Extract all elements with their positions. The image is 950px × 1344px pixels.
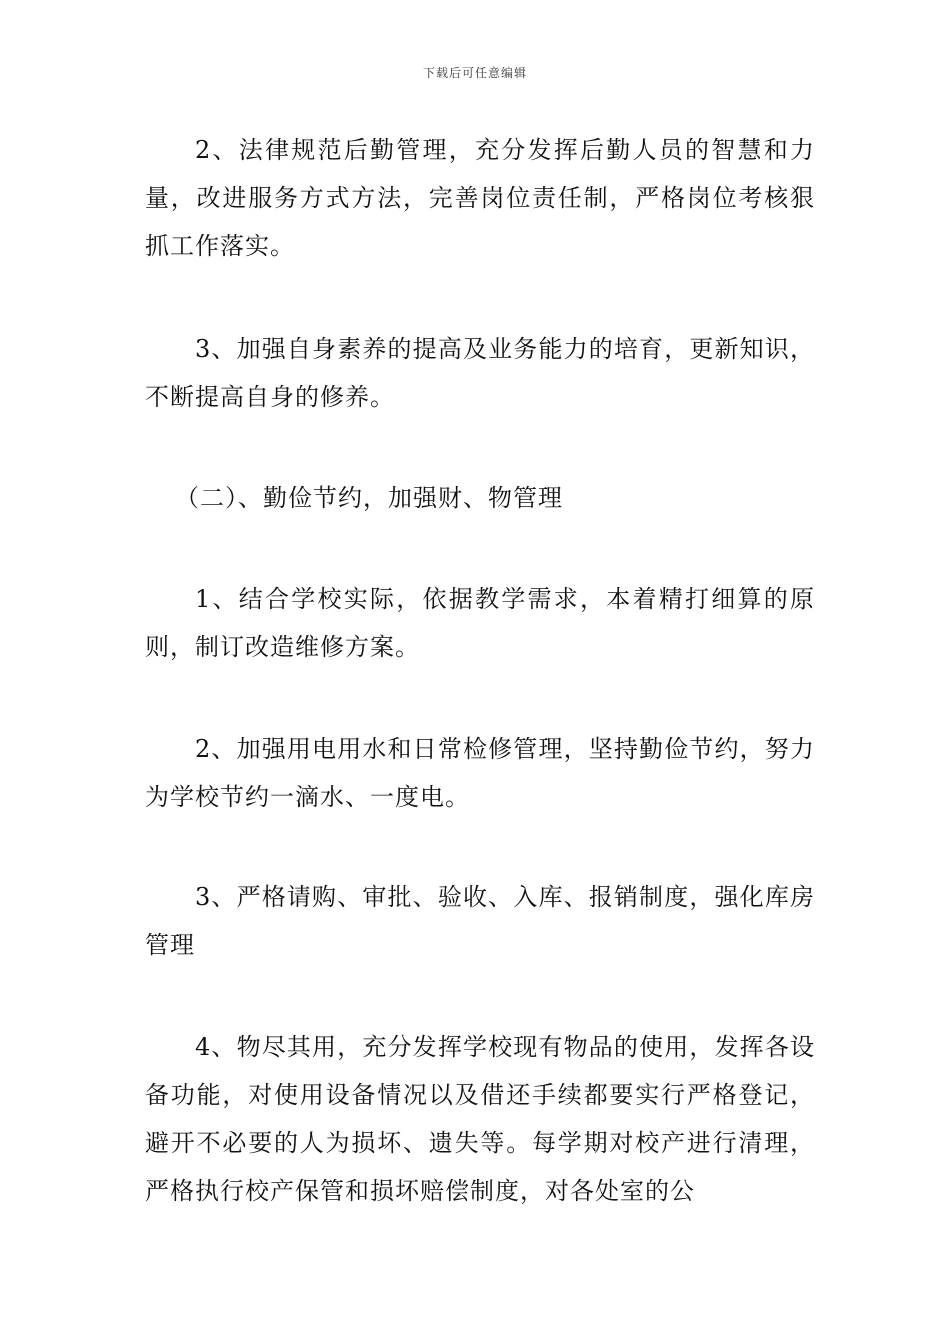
section-heading: （二）、勤俭节约，加强财、物管理 bbox=[175, 484, 563, 512]
paragraph-4: 2、加强用电用水和日常检修管理，坚持勤俭节约，努力为学校节约一滴水、一度电。 bbox=[145, 735, 815, 811]
paragraph-5: 3、严格请购、审批、验收、入库、报销制度，强化库房管理 bbox=[145, 883, 815, 959]
paragraph-1: 2、法律规范后勤管理，充分发挥后勤人员的智慧和力量，改进服务方式方法，完善岗位责任制，严格岗位考核狠抓工作落实。 bbox=[145, 136, 815, 260]
page-header: 下载后可任意编辑 bbox=[422, 66, 527, 80]
paragraph-6: 4、物尽其用，充分发挥学校现有物品的使用，发挥各设备功能，对使用设备情况以及借还手续都要实行严格登记，避开不必要的人为损坏、遗失等。每学期对校产进行清理，严格执行校产保管和损坏赔偿制度，对各处室的公 bbox=[145, 1033, 815, 1205]
paragraph-2: 3、加强自身素养的提高及业务能力的培育，更新知识，不断提高自身的修养。 bbox=[145, 335, 815, 411]
paragraph-3: 1、结合学校实际，依据教学需求，本着精打细算的原则，制订改造维修方案。 bbox=[145, 585, 815, 661]
